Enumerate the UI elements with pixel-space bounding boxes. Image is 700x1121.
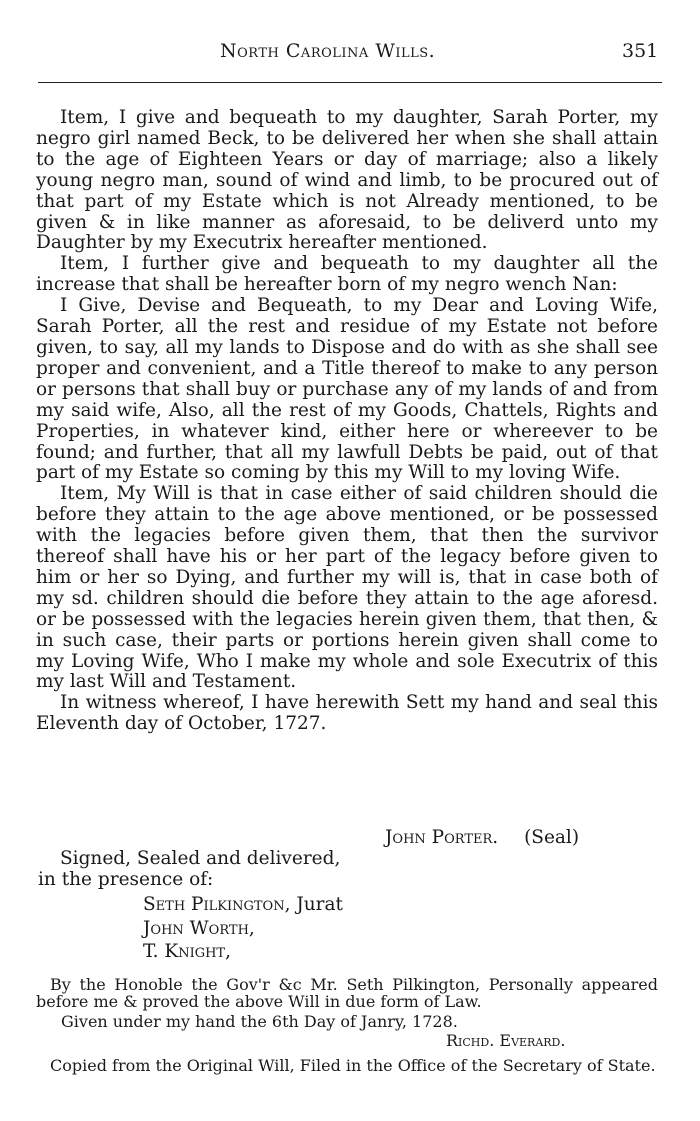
witness-name: John Worth [143, 917, 249, 939]
running-title: North Carolina Wills. [220, 40, 436, 62]
witness-suffix: , Jurat [284, 894, 343, 915]
copied-from-note: Copied from the Original Will, Filed in the Office of the Secretary of State. [50, 1056, 656, 1075]
will-text [36, 108, 658, 735]
witness-entry [143, 940, 343, 964]
signed-sealed-line: Signed, Sealed and delivered, [60, 848, 341, 869]
paragraph-item-survivor: Item, My Will is that in case either of said children should die before they attain to the age above mentioned, or be possessed with the legacies before given them, that then the survivor thereof shall have his or her part of the legacy before given to him or her so Dying, and further my will is, that in case both of my sd. children should die before they attain to the age aforesd. or be possessed with the legacies herein given them, that then, & in such case, their parts or portions herein given shall come to my Loving Wife, Who I make my whole and sole Executrix of this my last Will and Testament. [36, 483, 658, 693]
witness-name: T. Knight [143, 941, 226, 962]
probate-note: By the Honoble the Gov'r &c Mr. Seth Pilkington, Personally appeared before me & proved the above Will in due form of Law. [36, 975, 658, 1011]
testator-name: John Porter. [385, 827, 499, 848]
seal-mark: (Seal) [524, 827, 580, 848]
testator-signature [385, 827, 579, 848]
paragraph-devise-wife: I Give, Devise and Bequeath, to my Dear and Loving Wife, Sarah Porter, all the rest and residue of my Estate not before given, to say, all my lands to Dispose and do with as she shall see proper and convenient, and a Title thereof to make to any person or persons that shall buy or purchase any of my lands of and from my said wife, Also, all the rest of my Goods, Chattels, Rights and Properties, in whatever kind, either here or whereever to be found; and further, that all my lawfull Debts be paid, out of that part of my Estate so coming by this my Will to my loving Wife. [36, 295, 658, 484]
given-under-note: Given under my hand the 6th Day of Janry, 1728. [61, 1012, 458, 1031]
witness-suffix: , [248, 917, 255, 939]
witness-name: Seth Pilkington [143, 894, 285, 915]
witness-entry [143, 893, 343, 917]
paragraph-item-sarah: Item, I give and bequeath to my daughter, Sarah Porter, my negro girl named Beck, to be delivered her when she shall attain to the age of Eighteen Years or day of marriage; also a likely young negro man, sound of wind and limb, to be procured out of that part of my Estate which is not Already mentioned, to be given & in like manner as aforesaid, to be deliverd unto my Daughter by my Executrix hereafter mentioned. [36, 107, 658, 254]
witness-suffix: , [225, 941, 231, 962]
official-signature: Richd. Everard. [446, 1031, 566, 1050]
witness-entry [143, 917, 343, 941]
running-head [0, 40, 700, 68]
header-rule [38, 82, 662, 83]
witness-list [143, 893, 343, 964]
page-number: 351 [622, 40, 659, 62]
paragraph-item-increase: Item, I further give and bequeath to my daughter all the increase that shall be hereafter born of my negro wench Nan: [36, 253, 658, 296]
presence-line: in the presence of: [38, 869, 214, 890]
paragraph-witness: In witness whereof, I have herewith Sett my hand and seal this Eleventh day of October, 1727. [36, 692, 658, 735]
